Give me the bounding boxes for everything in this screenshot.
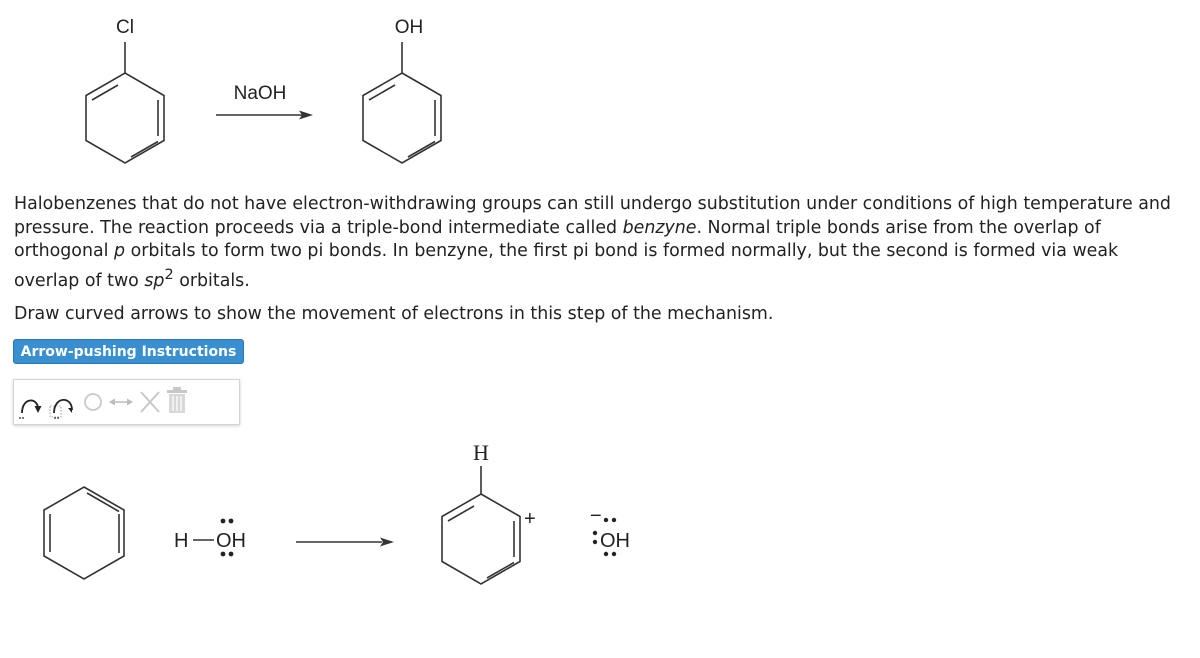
single-electron-arrow-icon[interactable] <box>46 380 78 424</box>
cation-charge: + <box>524 508 536 530</box>
arrow-pushing-instructions-button[interactable]: Arrow-pushing Instructions <box>13 339 244 364</box>
superscript-2: 2 <box>164 266 174 283</box>
water-oxygen-label: OH <box>216 530 246 552</box>
task-instruction: Draw curved arrows to show the movement of electrons in this step of the mechanism. <box>14 304 774 324</box>
water-molecule <box>174 519 246 557</box>
arrow-toolbar <box>13 379 240 425</box>
reactant-substituent-label: Cl <box>116 17 134 38</box>
reaction-arrow <box>216 111 313 120</box>
hydroxide-ion <box>590 505 630 556</box>
cation-hydrogen-label: H <box>473 440 489 465</box>
trash-icon[interactable] <box>164 380 190 424</box>
mechanism-scheme <box>0 430 700 630</box>
water-hydrogen-label: H <box>174 530 189 552</box>
paragraph-text-3: orbitals to form two pi bonds. In benzyne, the first pi bond is formed normally, but the second is formed via weak overlap of two <box>14 241 1119 291</box>
term-p: p <box>114 241 126 261</box>
mechanism-arrow <box>296 538 394 547</box>
resonance-arrow-icon[interactable] <box>106 380 136 424</box>
paragraph-text-4: orbitals. <box>173 270 250 291</box>
paragraph-text-2: . Normal triple bonds arise from the overlap of orthogonal <box>14 217 1101 261</box>
electron-pair-arrow-icon[interactable] <box>16 380 46 424</box>
hydroxide-charge: − <box>590 505 602 527</box>
term-benzyne: benzyne <box>622 217 697 238</box>
benzyne-structure <box>44 487 124 579</box>
product-substituent-label: OH <box>394 17 424 38</box>
delete-x-icon[interactable] <box>136 380 164 424</box>
explanation-paragraph <box>14 193 1186 293</box>
hydroxide-oxygen-label: OH <box>600 530 630 552</box>
aryl-cation-structure <box>442 466 520 584</box>
reagent-label: NaOH <box>233 83 287 104</box>
ring-select-icon[interactable] <box>78 380 106 424</box>
reaction-scheme-top <box>0 0 500 190</box>
phenol-structure <box>363 42 441 163</box>
term-sp: sp <box>144 270 165 291</box>
chlorobenzene-structure <box>86 42 164 163</box>
paragraph-text-1: Halobenzenes that do not have electron-withdrawing groups can still undergo substitution under conditions of high temperature and pressure. The reaction proceeds via a triple-bond intermediate called <box>14 194 1171 238</box>
